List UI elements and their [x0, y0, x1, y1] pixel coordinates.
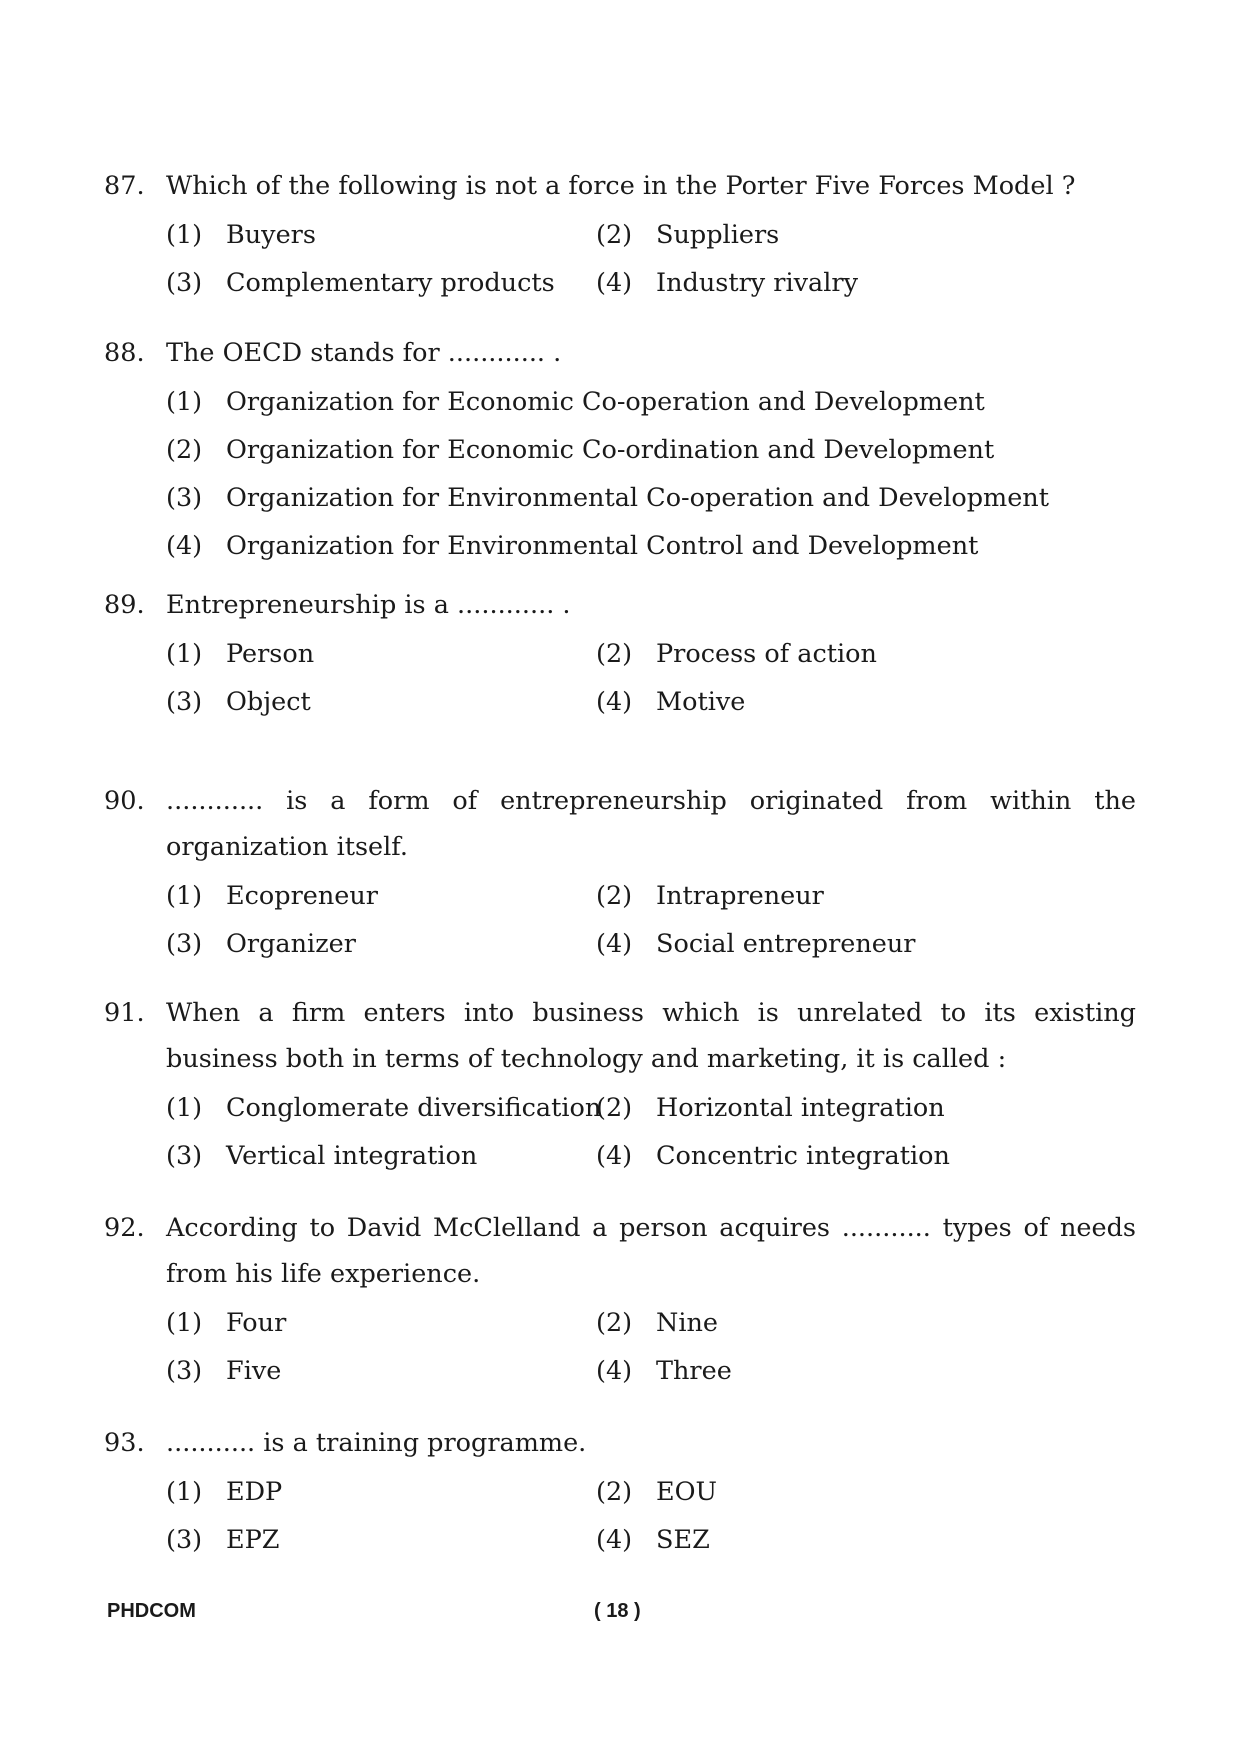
option-number: (1)	[166, 387, 203, 417]
option-text: Intrapreneur	[656, 881, 824, 911]
question-number: 90.	[104, 786, 145, 816]
question-92	[104, 1205, 1136, 1395]
answer-option	[596, 1347, 1026, 1395]
question-number: 93.	[104, 1428, 145, 1458]
option-text: Ecopreneur	[226, 881, 378, 911]
answer-option	[596, 1084, 1026, 1132]
option-number: (2)	[596, 881, 633, 911]
answer-option	[166, 872, 596, 920]
option-number: (2)	[596, 639, 633, 669]
option-number: (3)	[166, 929, 203, 959]
question-stem	[104, 163, 1136, 209]
question-93	[104, 1420, 1136, 1564]
option-number: (2)	[596, 1308, 633, 1338]
question-88	[104, 330, 1136, 570]
option-number: (1)	[166, 1093, 203, 1123]
answer-option	[596, 1468, 1026, 1516]
question-87	[104, 163, 1136, 307]
option-number: (4)	[596, 1141, 633, 1171]
option-number: (4)	[596, 1356, 633, 1386]
option-text: Horizontal integration	[656, 1093, 945, 1123]
answer-option	[596, 259, 1026, 307]
question-number: 91.	[104, 998, 145, 1028]
option-text: EOU	[656, 1477, 718, 1507]
option-number: (1)	[166, 881, 203, 911]
option-number: (3)	[166, 483, 203, 513]
answer-option	[166, 522, 1136, 570]
question-number: 92.	[104, 1213, 145, 1243]
option-text: Concentric integration	[656, 1141, 950, 1171]
answer-option	[166, 1299, 596, 1347]
paper-code: PHDCOM	[107, 1600, 196, 1622]
question-stem	[104, 330, 1136, 376]
option-text: Complementary products	[226, 268, 555, 298]
answer-option	[166, 920, 596, 968]
option-text: Suppliers	[656, 220, 780, 250]
answer-option	[596, 872, 1026, 920]
answer-option	[166, 259, 596, 307]
option-text: EPZ	[226, 1525, 280, 1555]
option-text: Nine	[656, 1308, 718, 1338]
option-text: Vertical integration	[226, 1141, 478, 1171]
option-text: Motive	[656, 687, 746, 717]
answer-option	[166, 678, 596, 726]
question-stem	[104, 990, 1136, 1082]
question-text: The OECD stands for ............ .	[166, 338, 562, 368]
option-number: (1)	[166, 639, 203, 669]
option-number: (1)	[166, 220, 203, 250]
answer-option	[166, 378, 1136, 426]
question-89	[104, 582, 1136, 726]
option-text: Industry rivalry	[656, 268, 858, 298]
option-number: (2)	[596, 1477, 633, 1507]
option-number: (4)	[596, 1525, 633, 1555]
question-text: ........... is a training programme.	[166, 1428, 587, 1458]
option-text: Four	[226, 1308, 287, 1338]
answer-option	[166, 474, 1136, 522]
question-text: Which of the following is not a force in the Porter Five Forces Model ?	[166, 171, 1076, 201]
answer-option	[596, 211, 1026, 259]
option-text: Organization for Economic Co-operation and Development	[226, 387, 985, 417]
option-text: Five	[226, 1356, 282, 1386]
answer-option	[166, 211, 596, 259]
option-text: EDP	[226, 1477, 283, 1507]
option-number: (3)	[166, 268, 203, 298]
option-text: Organization for Environmental Co-operation and Development	[226, 483, 1049, 513]
option-text: Organization for Economic Co-ordination and Development	[226, 435, 995, 465]
answer-option	[596, 1516, 1026, 1564]
option-text: Social entrepreneur	[656, 929, 916, 959]
question-90	[104, 778, 1136, 968]
option-number: (4)	[596, 268, 633, 298]
option-number: (1)	[166, 1308, 203, 1338]
option-text: Buyers	[226, 220, 316, 250]
option-number: (3)	[166, 1356, 203, 1386]
option-text: Object	[226, 687, 311, 717]
option-text: Organizer	[226, 929, 356, 959]
option-number: (4)	[166, 531, 203, 561]
question-text: According to David McClelland a person acquires ........... types of needs from his life experience.	[166, 1213, 1136, 1289]
answer-option	[596, 678, 1026, 726]
option-number: (3)	[166, 1525, 203, 1555]
answer-options	[166, 1299, 1136, 1395]
answer-options	[166, 211, 1136, 307]
answer-option	[596, 1132, 1026, 1180]
answer-option	[166, 1132, 596, 1180]
answer-options	[166, 378, 1136, 570]
option-text: Person	[226, 639, 315, 669]
answer-options	[166, 1468, 1136, 1564]
question-number: 87.	[104, 171, 145, 201]
question-number: 88.	[104, 338, 145, 368]
answer-option	[166, 630, 596, 678]
option-text: SEZ	[656, 1525, 710, 1555]
option-text: Three	[656, 1356, 732, 1386]
option-number: (2)	[596, 1093, 633, 1123]
answer-options	[166, 872, 1136, 968]
question-stem	[104, 582, 1136, 628]
answer-option	[166, 1084, 602, 1132]
answer-option	[596, 1299, 1026, 1347]
option-number: (4)	[596, 929, 633, 959]
answer-options	[166, 630, 1136, 726]
answer-options	[166, 1084, 1136, 1180]
question-text: ............ is a form of entrepreneurship originated from within the organization itself.	[166, 786, 1136, 862]
option-text: Organization for Environmental Control and Development	[226, 531, 979, 561]
option-text: Process of action	[656, 639, 877, 669]
option-number: (4)	[596, 687, 633, 717]
option-text: Conglomerate diversification	[226, 1093, 602, 1123]
answer-option	[596, 920, 1026, 968]
option-number: (3)	[166, 1141, 203, 1171]
question-91	[104, 990, 1136, 1180]
question-number: 89.	[104, 590, 145, 620]
page-number: ( 18 )	[594, 1600, 641, 1622]
answer-option	[166, 1347, 596, 1395]
answer-option	[166, 1468, 596, 1516]
question-text: When a firm enters into business which is unrelated to its existing business both in terms of technology and marketing, it is called :	[166, 998, 1136, 1074]
question-stem	[104, 1420, 1136, 1466]
question-text: Entrepreneurship is a ............ .	[166, 590, 571, 620]
answer-option	[166, 1516, 596, 1564]
question-stem	[104, 1205, 1136, 1297]
option-number: (2)	[166, 435, 203, 465]
option-number: (3)	[166, 687, 203, 717]
question-stem	[104, 778, 1136, 870]
option-number: (1)	[166, 1477, 203, 1507]
answer-option	[166, 426, 1136, 474]
option-number: (2)	[596, 220, 633, 250]
answer-option	[596, 630, 1026, 678]
